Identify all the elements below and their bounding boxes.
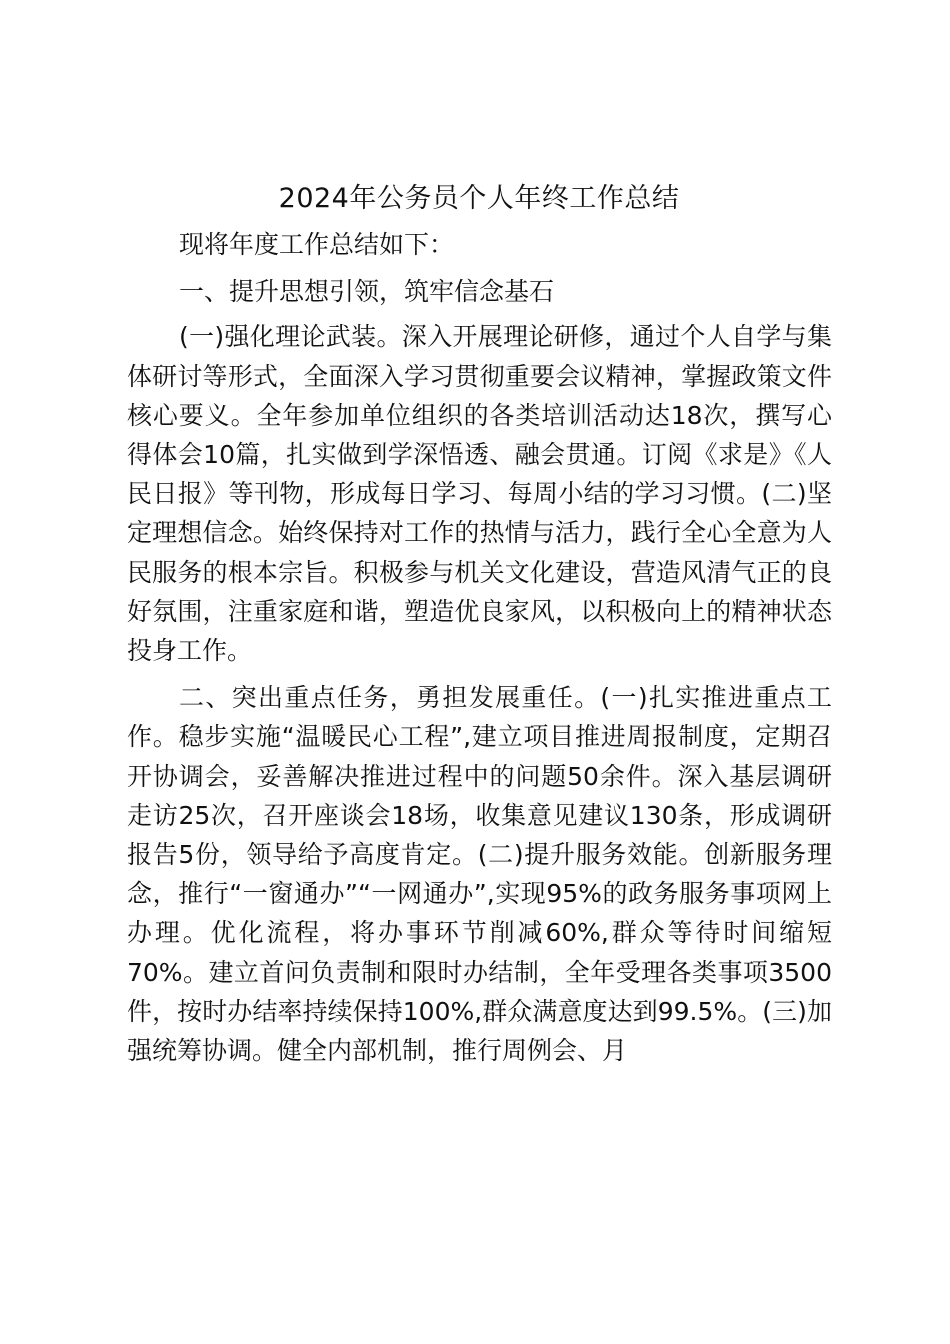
- section-1-paragraph: (一)强化理论武装。深入开展理论研修，通过个人自学与集体研讨等形式，全面深入学习贯彻重要会议精神，掌握政策文件核心要义。全年参加单位组织的各类培训活动达18次，撰写心得体会10篇，扎实做到学深悟透、融会贯通。订阅《求是》《人民日报》等刊物，形成每日学习、每周小结的学习习惯。(二)坚定理想信念。始终保持对工作的热情与活力，践行全心全意为人民服务的根本宗旨。积极参与机关文化建设，营造风清气正的良好氛围，注重家庭和谐，塑造优良家风，以积极向上的精神状态投身工作。: [127, 322, 832, 666]
- document-body: [127, 225, 832, 1070]
- intro-paragraph: 现将年度工作总结如下：: [179, 230, 455, 259]
- section-2-paragraph: 二、突出重点任务，勇担发展重任。(一)扎实推进重点工作。稳步实施“温暖民心工程”,建立项目推进周报制度，定期召开协调会，妥善解决推进过程中的问题50余件。深入基层调研走访25次，召开座谈会18场，收集意见建议130条，形成调研报告5份，领导给予高度肯定。(二)提升服务效能。创新服务理念，推行“一窗通办”“一网通办”,实现95%的政务服务事项网上办理。优化流程，将办事环节削减60%,群众等待时间缩短70%。建立首问负责制和限时办结制，全年受理各类事项3500件，按时办结率持续保持100%,群众满意度达到99.5%。(三)加强统筹协调。健全内部机制，推行周例会、月: [127, 683, 832, 1066]
- document-title: 2024年公务员个人年终工作总结: [278, 183, 680, 214]
- section-1-heading: 一、提升思想引领，筑牢信念基石: [179, 277, 555, 307]
